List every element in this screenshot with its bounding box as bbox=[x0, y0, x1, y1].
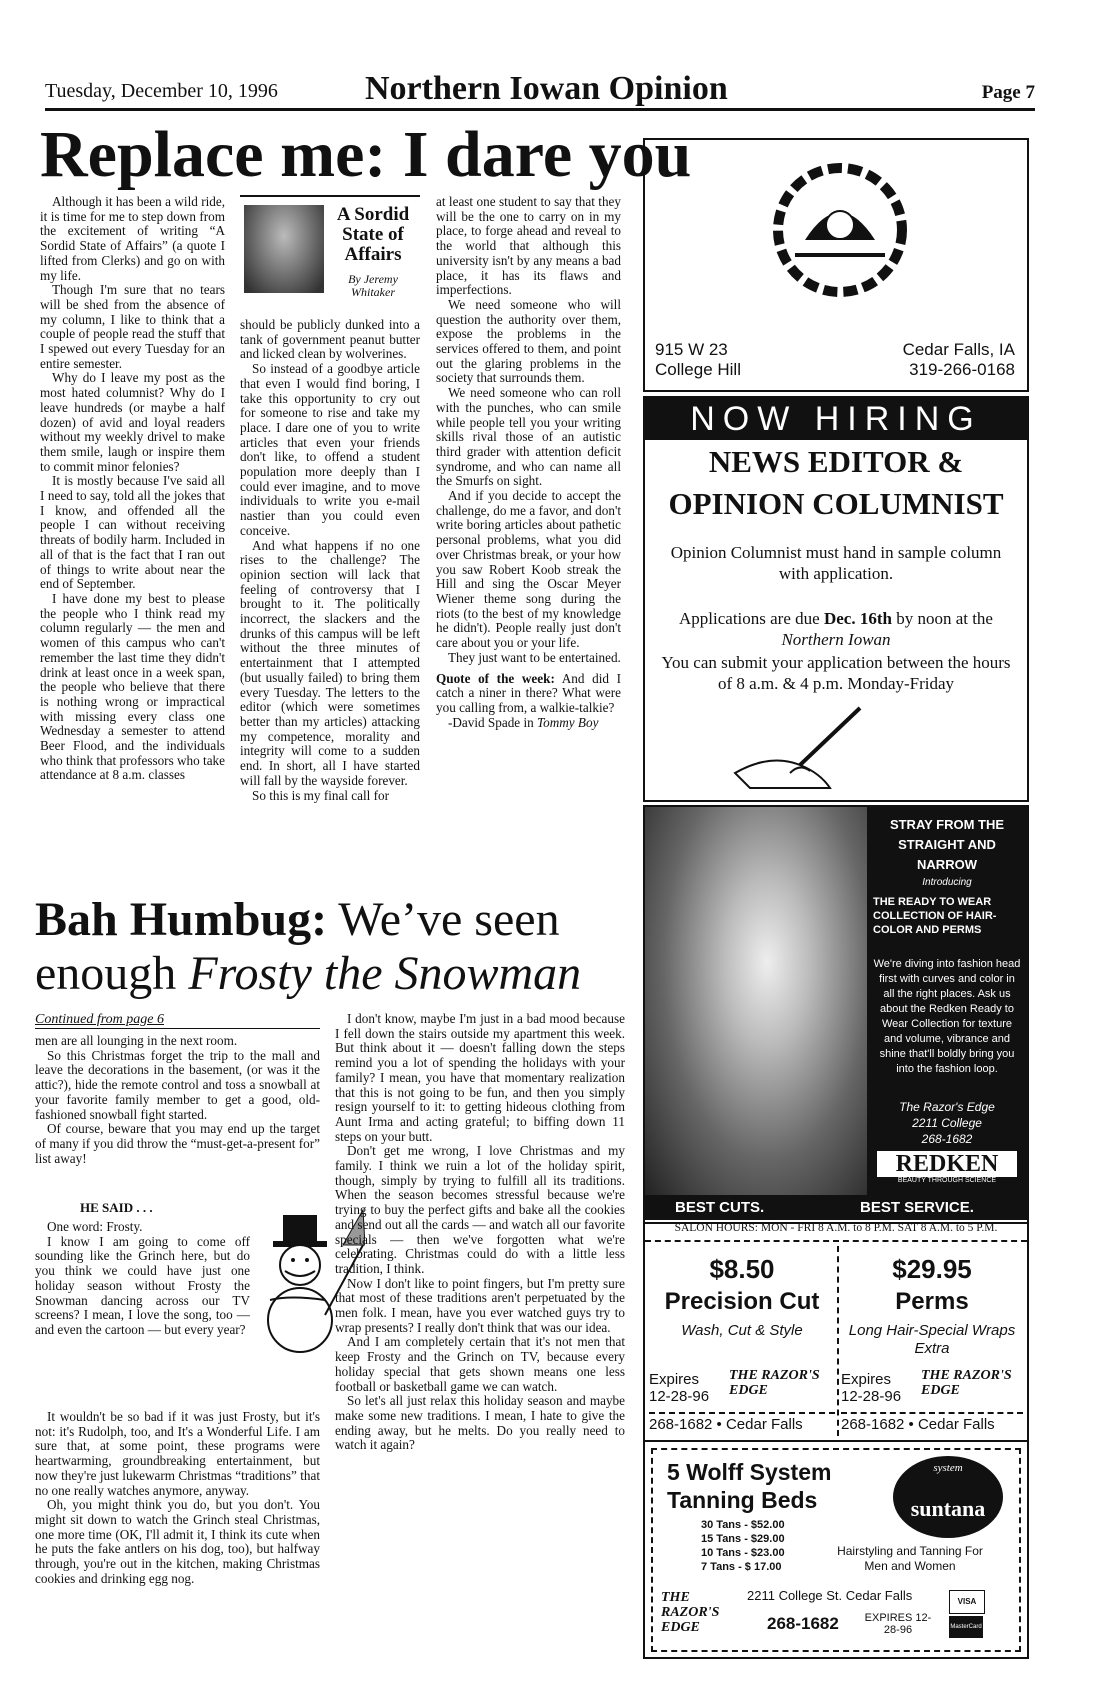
quote-text: And did I catch a niner in there? What were you calling from, a walkie-talkie? bbox=[436, 670, 621, 715]
byline: By Jeremy Whitaker bbox=[348, 272, 398, 299]
coupon-expiry: Expires 12-28-96 bbox=[649, 1371, 710, 1405]
coupon-perms[interactable] bbox=[841, 1246, 1023, 1436]
hiring-note: Opinion Columnist must hand in sample column with application. bbox=[670, 543, 1002, 583]
salon-ad bbox=[643, 805, 1029, 1224]
visa-icon: VISA bbox=[949, 1590, 985, 1614]
now-hiring-banner: NOW HIRING bbox=[645, 398, 1027, 440]
paragraph: We need someone who will question the authority over them, expose the problems in the services offered to them, and point out the glaring problems in the society that surrounds them. bbox=[436, 296, 621, 386]
suntana-logo-text: suntana bbox=[910, 1496, 986, 1521]
coupon-expiry: Expires 12-28-96 bbox=[841, 1371, 902, 1405]
tanning-ad[interactable] bbox=[643, 1440, 1029, 1659]
writing-hand-icon bbox=[730, 703, 870, 793]
paragraph: men are all lounging in the next room. bbox=[35, 1033, 238, 1048]
tanning-coupon bbox=[651, 1448, 1021, 1652]
he-said-label: HE SAID . . . bbox=[80, 1200, 153, 1215]
headline-italic: Frosty the Snowman bbox=[188, 947, 582, 1000]
model-photo bbox=[645, 807, 867, 1195]
article2-column-a2 bbox=[35, 1220, 250, 1338]
paragraph: So instead of a goodbye article that even I would find boring, I take this opportunity to cry out for someone to rise and take my place. I dare one of you to write articles that even your friends don't like, to offend a student population more deeply than I could ever imagine, and to move individuals to write you e-mail nastier than you could even conceive. bbox=[240, 361, 420, 538]
paragraph: And if you decide to accept the challenge, do me a favor, and don't write boring articles about pathetic personal problems, what you did over Christmas break, or your how you saw Robert Koob streak the Hill and sing the Oscar Meyer Wiener theme song during the riots (to the best of my knowledge he didn't). People really just don't care about you or your life. bbox=[436, 488, 621, 651]
coupon-desc: Wash, Cut & Style bbox=[681, 1322, 803, 1339]
article2-column-a3 bbox=[35, 1410, 320, 1586]
paragraph: Why do I leave my post as the most hated columnist? Why do I leave hundreds (or maybe a half dozen) of avid and loyal readers without my weekly drivel to make them smile, laugh or inspire them to commit minor felonies? bbox=[40, 370, 225, 474]
quote-source: Tommy Boy bbox=[537, 714, 599, 730]
redken-logo: REDKEN bbox=[877, 1151, 1017, 1177]
quote-label: Quote of the week: bbox=[436, 670, 555, 686]
paragraph: Of course, beware that you may end up the target of many if you did throw the “must-get-a-present for” list away! bbox=[35, 1121, 320, 1166]
coupon-phone: 268-1682 • Cedar Falls bbox=[649, 1412, 835, 1433]
paragraph: should be publicly dunked into a tank of government peanut butter and licked clean by wolverines. bbox=[240, 317, 420, 362]
paragraph: So this is my final call for bbox=[252, 787, 389, 803]
tanning-expires: EXPIRES 12-28-96 bbox=[864, 1612, 932, 1636]
paragraph: Although it has been a wild ride, it is time for me to step down from the excitement of writing “A Sordid State of Affairs” (a quote I lifted from Clerks) and go on with my life. bbox=[40, 194, 225, 283]
paragraph: So let's all just relax this holiday season and maybe make some new traditions. I mean, I hate to give the ending away, but he melts. Do you really need to watch it again? bbox=[335, 1393, 625, 1453]
paragraph: Now I don't like to point fingers, but I'm pretty sure that most of these traditions aren't perpetuated by the men folk. I mean, have you ever watched guys try to wrap presents? I really don't think that was our idea. bbox=[335, 1275, 625, 1335]
coupon-service: Precision Cut bbox=[664, 1288, 820, 1315]
tanning-services: Hairstyling and Tanning For Men and Women bbox=[837, 1544, 983, 1573]
article2-headline: Bah Humbug: We’ve seen enough Frosty the Snowman bbox=[35, 893, 582, 1000]
headline-bold: Bah Humbug: bbox=[35, 893, 328, 946]
paragraph: Though I'm sure that no tears will be shed from the absence of my column, I like to think that a couple of people read the stuff that I spewed out every Tuesday for an entire semester. bbox=[40, 282, 225, 371]
hiring-ad bbox=[643, 396, 1029, 802]
article-column-2 bbox=[240, 318, 420, 803]
paragraph: So this Christmas forget the trip to the mall and leave the decorations in the basement, (or was it the attic?), hide the remote control and toss a snowball at your favorite family member to get a good, old-fashioned snowball fight started. bbox=[35, 1047, 320, 1122]
hiring-deadline: Applications are due Dec. 16th by noon at the Northern Iowan bbox=[679, 609, 993, 649]
quote-of-week bbox=[436, 672, 621, 716]
salon-intro: Introducing bbox=[922, 877, 972, 888]
salon-body: We're diving into fashion head first with curves and color in all the right places. Ask us about the Redken Ready to Wear Collection for texture and volume, vibrance and shine that'll boldly bring you into the fashion loop. bbox=[873, 958, 1021, 1075]
coupon-price: $8.50 bbox=[709, 1254, 775, 1284]
suntana-logo-top: system bbox=[933, 1462, 963, 1474]
article-column-3 bbox=[436, 195, 621, 730]
paragraph: I have done my best to please the people who I think read my column regularly — the men and women of this campus who can't remember the last time they didn't drink at least once in a week span, the people who believe that there is nothing wrong or impractical with missing every class one Wednesday a semester to attend Beer Flood, and the individuals who think that professors who take attendance at 8 a.m. classes bbox=[40, 590, 225, 783]
paragraph: They just want to be entertained. bbox=[448, 649, 621, 665]
gallery-logo-icon bbox=[755, 145, 925, 315]
hiring-position-2: OPINION COLUMNIST bbox=[668, 486, 1004, 521]
article2-column-a bbox=[35, 1034, 320, 1166]
column-sig-box bbox=[240, 195, 420, 297]
paragraph: And I am completely certain that it's not men that keep Frosty and the Grinch on TV, because every holiday special that gets shown means one less football or basketball game we can watch. bbox=[335, 1334, 625, 1394]
coupon-section bbox=[643, 1220, 1029, 1442]
hiring-hours: You can submit your application between the hours of 8 a.m. & 4 p.m. Monday-Friday bbox=[661, 653, 1011, 693]
column-name: A Sordid State of Affairs bbox=[336, 204, 410, 265]
paragraph: One word: Frosty. bbox=[47, 1219, 143, 1234]
quote-attribution: -David Spade in Tommy Boy bbox=[448, 714, 599, 730]
author-photo bbox=[244, 205, 324, 293]
article-column-1 bbox=[40, 195, 225, 783]
gallery-address: 915 W 23 College Hill bbox=[655, 340, 741, 379]
coupon-divider bbox=[645, 1240, 1027, 1242]
gallery-contact: Cedar Falls, IA 319-266-0168 bbox=[902, 340, 1015, 379]
suntana-logo bbox=[893, 1456, 1003, 1538]
razors-edge-logo: THE RAZOR'S EDGE bbox=[661, 1590, 720, 1635]
page-header bbox=[45, 70, 1035, 111]
paragraph: Don't get me wrong, I love Christmas and my family. I think we ruin a lot of the holiday spirit, though, simply by trying to fulfill all its traditions. When the season becomes stressful because we're trying to buy the perfect gifts and bake all the cookies and send out all the cards — and watch all our favorite specials — then we've forgotten what we're celebrating. Christmas could do with a little less tradition, I think. bbox=[335, 1143, 625, 1276]
issue-date: Tuesday, December 10, 1996 bbox=[45, 80, 278, 102]
salon-headline: STRAY FROM THE STRAIGHT AND NARROW bbox=[889, 817, 1005, 872]
gallery-ad bbox=[643, 138, 1029, 392]
tanning-address: 2211 College St. Cedar Falls bbox=[747, 1588, 913, 1603]
hiring-position: NEWS EDITOR & bbox=[708, 444, 964, 479]
paragraph: And what happens if no one rises to the challenge? The opinion section will lack that feeling of controversy that I brought to it. The politically incorrect, the slackers and the drunks of this campus will be left without the three minutes of entertainment that I attempted (but usually failed) to bring them every Tuesday. The letters to the editor (which were sometimes better than my articles) attacking my competence, morality and integrity will come to a sudden end. In short, all I have started will fall by the wayside forever. bbox=[240, 537, 420, 788]
paragraph: I know I am going to come off sounding like the Grinch here, but do you think we could have just one holiday season without Frosty the Snowman dancing across our TV screens? I mean, I love the song, too — and even the cartoon — but every year? bbox=[35, 1233, 250, 1337]
salon-collection: THE READY TO WEAR COLLECTION OF HAIR-COLOR AND PERMS bbox=[873, 896, 997, 936]
tanning-prices: 30 Tans - $52.00 15 Tans - $29.00 10 Tans - $23.00 7 Tans - $ 17.00 bbox=[701, 1519, 785, 1573]
coupon-price: $29.95 bbox=[892, 1254, 972, 1284]
salon-info: The Razor's Edge 2211 College 268-1682 bbox=[899, 1100, 995, 1146]
coupon-precision-cut[interactable] bbox=[649, 1246, 835, 1436]
tanning-phone: 268-1682 bbox=[767, 1614, 839, 1633]
paragraph: I don't know, maybe I'm just in a bad mood because I fell down the stairs outside my apartment this week. But think about it — doesn't falling down the steps remind you a lot of spending the holidays with your family? I mean, you have that momentary realization that this is not going to be fun, and then you simply resign yourself to it: to getting hideous clothing from Aunt Irma and acting grateful; to biffing down 11 steps on your butt. bbox=[335, 1011, 625, 1144]
paragraph: Oh, you might think you do, but you don't. You might sit down to watch the Grinch steal Christmas, one more time (OK, I'll admit it, I think its cute when he puts the fake antlers on his dog, too), but halfway through, you're out in the kitchen, making Christmas cookies and drinking egg nog. bbox=[35, 1497, 320, 1586]
section-title: Northern Iowan Opinion bbox=[365, 70, 728, 107]
paragraph: We need someone who can roll with the punches, who can smile while people tell you your writing skills rival those of an autistic third grader with attention deficit syndrome, and who can name all the Smurfs on sight. bbox=[436, 385, 621, 489]
coupon-phone: 268-1682 • Cedar Falls bbox=[841, 1412, 1023, 1433]
razors-edge-logo: THE RAZOR'S EDGE bbox=[921, 1368, 1012, 1398]
redken-tagline: BEAUTY THROUGH SCIENCE bbox=[897, 1177, 997, 1184]
coupon-separator bbox=[837, 1246, 839, 1436]
paragraph: It wouldn't be so bad if it was just Frosty, but it's not: it's Rudolph, too, and It's a Wonderful Life. I am sure that, at some point, these programs were heartwarming, groundbreaking entertainment, but now they're just lukewarm Christmas “traditions” that no one really watches anymore, anyway. bbox=[35, 1409, 320, 1498]
razors-edge-logo: THE RAZOR'S EDGE bbox=[729, 1368, 820, 1398]
continued-from: Continued from page 6 bbox=[35, 1012, 320, 1029]
coupon-desc: Long Hair-Special Wraps Extra bbox=[848, 1322, 1016, 1357]
salon-slogan: BEST CUTS. BEST SERVICE. bbox=[645, 1195, 1027, 1220]
salon-promo-panel bbox=[867, 807, 1027, 1195]
article2-column-b bbox=[335, 1012, 625, 1453]
salon-hours: SALON HOURS: MON - FRI 8 A.M. to 8 P.M. SAT 8 A.M. to 5 P.M. bbox=[674, 1222, 998, 1234]
tanning-title: 5 Wolff System Tanning Beds bbox=[667, 1459, 832, 1513]
page-number: Page 7 bbox=[981, 82, 1035, 103]
coupon-service: Perms bbox=[895, 1288, 969, 1315]
paragraph: It is mostly because I've said all I need to say, told all the jokes that I know, and offended all the people I can without receiving threats of bodily harm. Included in all of that is the fact that I ran out of things to write about near the end of September. bbox=[40, 473, 225, 592]
mastercard-icon: MasterCard bbox=[949, 1616, 983, 1638]
paragraph: at least one student to say that they will be the one to carry on in my place, to forge ahead and reveal to the world that although this university isn't by any means a bad place, it has its flaws and imperfections. bbox=[436, 194, 621, 298]
article-headline: Replace me: I dare you bbox=[40, 118, 692, 191]
